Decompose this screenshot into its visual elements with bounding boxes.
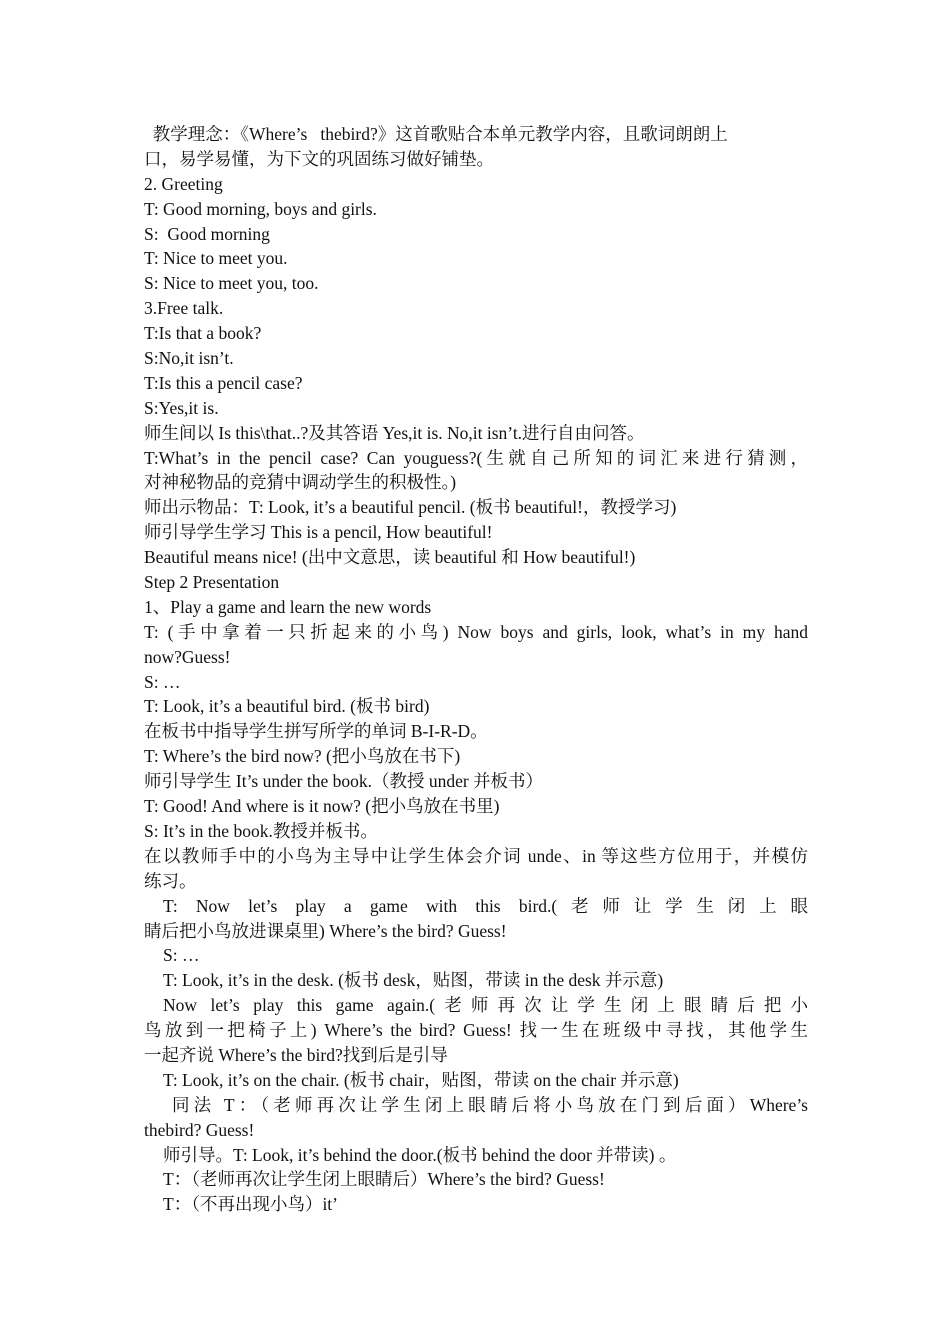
text-line: 口，易学易懂，为下文的巩固练习做好铺垫。: [144, 148, 494, 169]
text-line: T:Is that a book?: [144, 323, 262, 344]
text-line: 1、Play a game and learn the new words: [144, 596, 432, 617]
text-line: T: Now let’s play a game with this bird.(老师让学生闭上眼: [163, 895, 808, 916]
text-line: S: Good morning: [144, 223, 270, 244]
text-line: S: It’s in the book.教授并板书。: [144, 820, 378, 841]
text-line: 2. Greeting: [144, 173, 223, 194]
text-line: Beautiful means nice! (出中文意思，读 beautiful 和 How beautiful!): [144, 547, 636, 568]
text-line: 师引导学生 It’s under the book.（教授 under 并板书）: [144, 771, 544, 792]
text-line: T: Where’s the bird now? (把小鸟放在书下): [144, 746, 461, 767]
text-line: 在以教师手中的小鸟为主导中让学生体会介词 unde、in 等这些方位用于，并模仿: [144, 845, 808, 866]
text-line: 在板书中指导学生拼写所学的单词 B-I-R-D。: [144, 721, 488, 742]
text-line: Now let’s play this game again.(老师再次让学生闭上眼睛后把小: [163, 995, 808, 1016]
text-line: 师出示物品：T: Look, it’s a beautiful pencil. (板书 beautiful!，教授学习): [144, 497, 677, 518]
text-line: T:What’s in the pencil case? Can youguess?(生就自己所知的词汇来进行猜测，: [144, 447, 808, 468]
text-line: T: Look, it’s in the desk. (板书 desk，贴图，带读 in the desk 并示意): [163, 970, 664, 991]
text-line: T: Look, it’s a beautiful bird. (板书 bird): [144, 696, 430, 717]
text-line: 对神秘物品的竞猜中调动学生的积极性。): [144, 472, 457, 493]
text-line: T: Good! And where is it now? (把小鸟放在书里): [144, 796, 500, 817]
text-line: T: Look, it’s on the chair. (板书 chair，贴图，带读 on the chair 并示意): [163, 1069, 679, 1090]
text-line: S: …: [163, 945, 200, 966]
text-line: T:Is this a pencil case?: [144, 372, 303, 393]
text-line: thebird? Guess!: [144, 1119, 255, 1140]
text-line: 3.Free talk.: [144, 298, 224, 319]
text-line: 教学理念：《Where’s thebird?》这首歌贴合本单元教学内容，且歌词朗朗上: [144, 124, 728, 144]
text-line: 同法 T：（老师再次让学生闭上眼睛后将小鸟放在门到后面）Where’s: [172, 1094, 808, 1115]
text-line: now?Guess!: [144, 646, 231, 667]
text-line: S: Nice to meet you, too.: [144, 273, 319, 294]
text-line: T：（不再出现小鸟）it’: [163, 1194, 338, 1215]
text-line: S:Yes,it is.: [144, 397, 219, 418]
text-line: 鸟放到一把椅子上) Where’s the bird? Guess! 找一生在班级中寻找，其他学生: [144, 1020, 808, 1041]
text-line: T：（老师再次让学生闭上眼睛后）Where’s the bird? Guess!: [163, 1169, 605, 1190]
text-line: Step 2 Presentation: [144, 572, 280, 593]
text-line: 练习。: [144, 870, 197, 891]
text-line: T: Nice to meet you.: [144, 248, 288, 269]
text-line: 师引导。T: Look, it’s behind the door.(板书 behind the door 并带读) 。: [163, 1144, 677, 1165]
text-line: T: Good morning, boys and girls.: [144, 198, 377, 219]
document-page: [144, 122, 808, 1217]
text-line: 睛后把小鸟放进课桌里) Where’s the bird? Guess!: [144, 920, 507, 941]
text-line: 师生间以 Is this\that..?及其答语 Yes,it is. No,it isn’t.进行自由问答。: [144, 422, 645, 443]
text-line: S:No,it isn’t.: [144, 348, 234, 369]
text-line: 一起齐说 Where’s the bird?找到后是引导: [144, 1044, 448, 1065]
text-line: T: (手中拿着一只折起来的小鸟) Now boys and girls, look, what’s in my hand: [144, 621, 808, 642]
text-line: 师引导学生学习 This is a pencil, How beautiful!: [144, 522, 493, 543]
text-line: S: …: [144, 671, 181, 692]
